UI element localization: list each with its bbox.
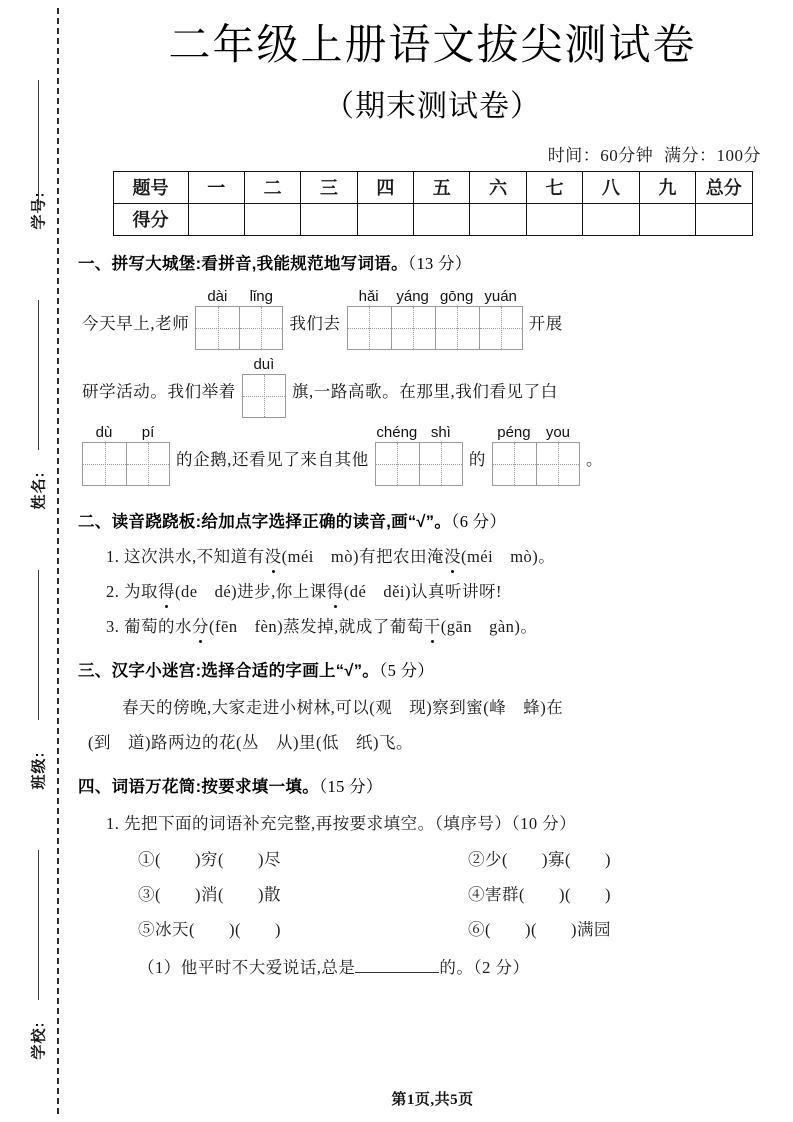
score-table-col-2: 二 <box>244 171 300 203</box>
page-title: 二年级上册语文拔尖测试卷 <box>168 23 697 69</box>
sidebar-rule-1 <box>38 80 39 205</box>
tianzige-group-dailing[interactable] <box>195 288 283 350</box>
full-marks-label: 满分：100分 <box>664 145 761 165</box>
pinyin-pi: pí <box>141 423 155 441</box>
pinyin-row-2-tail: 旗,一路高歌。在那里,我们看见了白 <box>291 381 558 401</box>
tianzige-cell[interactable] <box>419 442 463 486</box>
pinyin-du: dù <box>95 423 113 441</box>
section-3-line-2: (到 道)路两边的花(丛 从)里(低 纸)飞。 <box>88 732 413 752</box>
fill-question-suffix: 的。（2 分） <box>439 957 530 977</box>
sidebar-label-class: 班级: <box>30 751 48 790</box>
pinyin-labels-pengyou <box>492 424 580 441</box>
tianzige-cell[interactable] <box>375 442 419 486</box>
tianzige-cells-dailing[interactable] <box>195 306 283 350</box>
table-row-question-numbers <box>113 171 752 203</box>
binding-margin-sidebar <box>0 0 72 1122</box>
score-cell-1[interactable] <box>188 203 244 235</box>
tianzige-cell[interactable] <box>536 442 580 486</box>
tianzige-cell[interactable] <box>195 306 239 350</box>
tianzige-group-dui[interactable] <box>242 356 286 418</box>
section-heading-2 <box>78 508 793 532</box>
tianzige-cells-dupi[interactable] <box>82 442 170 486</box>
section-heading-4 <box>78 773 793 797</box>
tianzige-cell[interactable] <box>126 442 170 486</box>
tianzige-cell[interactable] <box>239 306 283 350</box>
score-table-col-total: 总分 <box>696 171 752 203</box>
score-table-col-6: 六 <box>470 171 526 203</box>
idiom-item-6[interactable]: ⑥( )( )满园 <box>468 919 611 939</box>
section-1-points: （13 分） <box>407 253 472 273</box>
dotted-char-gan[interactable]: 干 <box>424 613 441 637</box>
q2-3-part-a: 葡萄的水 <box>124 616 192 636</box>
page-subtitle: （期末测试卷） <box>324 89 541 123</box>
exam-paper <box>72 0 793 1122</box>
pinyin-row-1-tail: 开展 <box>528 313 563 333</box>
score-table <box>113 171 753 236</box>
q2-2-part-a: 为取 <box>124 581 158 601</box>
q2-3-part-c: (gān gàn)。 <box>440 616 538 636</box>
tianzige-group-pengyou[interactable] <box>492 424 580 486</box>
sidebar-rule-4 <box>38 850 39 1000</box>
table-row-scores <box>113 203 752 235</box>
score-cell-9[interactable] <box>639 203 695 235</box>
section-4-sub-question: 1. 先把下面的词语补充完整,再按要求填空。（填序号）（10 分） <box>106 813 577 833</box>
tianzige-cell[interactable] <box>82 442 126 486</box>
pinyin-ling: lǐng <box>249 287 273 305</box>
q2-2-number: 2. <box>106 581 120 601</box>
pinyin-peng: péng <box>497 423 531 441</box>
idiom-item-1[interactable]: ①( )穷( )尽 <box>138 849 281 869</box>
answer-blank-underline[interactable] <box>355 957 439 973</box>
score-cell-total[interactable] <box>696 203 752 235</box>
tianzige-cell[interactable] <box>391 306 435 350</box>
pinyin-row-3-mid2: 的 <box>468 449 486 469</box>
pinyin-labels-dui <box>242 356 286 373</box>
tianzige-group-haiyanggongyuan[interactable] <box>347 288 523 350</box>
fill-question-prefix: （1）他平时不大爱说话,总是 <box>138 957 356 977</box>
section-3-line-1: 春天的傍晚,大家走进小树林,可以(观 现)察到蜜(峰 蜂)在 <box>88 697 564 717</box>
pinyin-yuan: yuán <box>484 287 517 305</box>
tianzige-cell[interactable] <box>435 306 479 350</box>
pinyin-row-3-tail: 。 <box>585 449 604 469</box>
page-footer: 第1页,共5页 <box>391 1092 474 1108</box>
pinyin-hai: hǎi <box>358 287 379 305</box>
pinyin-you: you <box>545 423 571 441</box>
q2-2-part-b: (de dé)进步,你上课 <box>175 581 327 601</box>
section-heading-3 <box>78 657 793 681</box>
score-table-col-1: 一 <box>188 171 244 203</box>
pinyin-yang: yáng <box>396 287 429 305</box>
section-3-points: （5 分） <box>379 660 435 680</box>
q2-3-number: 3. <box>106 616 120 636</box>
section-1-title: 一、拼写大城堡:看拼音,我能规范地写词语。 <box>78 254 408 273</box>
tianzige-cell[interactable] <box>479 306 523 350</box>
score-cell-3[interactable] <box>301 203 357 235</box>
score-table-wrapper <box>72 171 793 236</box>
pinyin-row-2-lead: 研学活动。我们举着 <box>82 381 236 401</box>
pinyin-row-1 <box>72 288 793 350</box>
q2-2-part-c: (dé děi)认真听讲呀! <box>343 581 502 601</box>
idiom-item-2[interactable]: ②少( )寡( ) <box>468 849 611 869</box>
q2-1-part-a: 这次洪水,不知道有 <box>124 546 265 566</box>
tianzige-cells-dui[interactable] <box>242 374 286 418</box>
score-cell-6[interactable] <box>470 203 526 235</box>
pinyin-row-3-mid: 的企鹅,还看见了来自其他 <box>176 449 369 469</box>
section-2-question-2 <box>72 578 793 602</box>
score-table-col-9: 九 <box>639 171 695 203</box>
section-3-title: 三、汉字小迷宫:选择合适的字画上“√”。 <box>78 661 380 680</box>
tianzige-group-dupi[interactable] <box>82 424 170 486</box>
exam-meta <box>72 141 793 166</box>
score-cell-8[interactable] <box>583 203 639 235</box>
pinyin-dai: dài <box>207 287 228 305</box>
tianzige-group-chengshi[interactable] <box>375 424 463 486</box>
tianzige-cells-chengshi[interactable] <box>375 442 463 486</box>
score-cell-2[interactable] <box>244 203 300 235</box>
tianzige-cell[interactable] <box>242 374 286 418</box>
dotted-char-fen[interactable]: 分 <box>192 613 209 637</box>
pinyin-labels-haiyanggongyuan <box>347 288 523 305</box>
tianzige-cells-pengyou[interactable] <box>492 442 580 486</box>
score-cell-5[interactable] <box>414 203 470 235</box>
tianzige-cell[interactable] <box>347 306 391 350</box>
pinyin-labels-dupi <box>82 424 170 441</box>
section-4-points: （15 分） <box>319 776 383 796</box>
section-4-fill-question <box>72 954 793 978</box>
score-table-col-3: 三 <box>301 171 357 203</box>
sidebar-rule-3 <box>38 570 39 720</box>
pinyin-row-3 <box>72 424 793 486</box>
tianzige-cell[interactable] <box>492 442 536 486</box>
score-table-col-7: 七 <box>526 171 582 203</box>
dotted-char-mei2[interactable]: 没 <box>444 543 461 567</box>
score-cell-7[interactable] <box>526 203 582 235</box>
idiom-item-4[interactable]: ④害群( )( ) <box>468 884 611 904</box>
dotted-char-de1[interactable]: 得 <box>158 578 175 602</box>
idiom-item-3[interactable]: ③( )消( )散 <box>138 884 281 904</box>
pinyin-dui: duì <box>253 355 275 373</box>
pinyin-cheng: chéng <box>376 423 418 441</box>
section-2-points: （6 分） <box>451 511 507 531</box>
score-table-col-4: 四 <box>357 171 413 203</box>
dotted-char-de2[interactable]: 得 <box>327 578 344 602</box>
section-2-title: 二、读音跷跷板:给加点字选择正确的读音,画“√”。 <box>78 512 452 531</box>
section-2-question-1 <box>72 543 793 567</box>
idiom-fill-grid <box>72 846 793 940</box>
score-table-row-label-question: 题号 <box>113 171 188 203</box>
sidebar-label-school: 学校: <box>30 1021 48 1060</box>
sidebar-rule-2 <box>38 300 39 450</box>
q2-3-part-b: (fēn fèn)蒸发掉,就成了葡萄 <box>209 616 424 636</box>
pinyin-row-1-lead: 今天早上,老师 <box>82 313 190 333</box>
sidebar-label-name: 姓名: <box>30 471 48 510</box>
time-limit-label: 时间：60分钟 <box>547 145 654 165</box>
pinyin-labels-dailing <box>195 288 283 305</box>
dotted-char-mei1[interactable]: 没 <box>265 543 282 567</box>
section-2-question-3 <box>72 613 793 637</box>
q2-1-number: 1. <box>106 546 120 566</box>
pinyin-row-2 <box>72 356 793 418</box>
tear-dashed-line <box>57 8 59 1114</box>
pinyin-row-1-mid: 我们去 <box>289 313 341 333</box>
sidebar-label-student-number: 学号: <box>30 191 48 230</box>
pinyin-shi: shì <box>430 423 451 441</box>
q2-1-part-b: (méi mò)有把农田淹 <box>281 546 444 566</box>
score-table-col-5: 五 <box>414 171 470 203</box>
section-heading-1 <box>78 250 793 274</box>
idiom-item-5[interactable]: ⑤冰天( )( ) <box>138 919 281 939</box>
score-cell-4[interactable] <box>357 203 413 235</box>
score-table-col-8: 八 <box>583 171 639 203</box>
tianzige-cells-haiyanggongyuan[interactable] <box>347 306 523 350</box>
score-table-row-label-score: 得分 <box>113 203 188 235</box>
pinyin-gong: gōng <box>439 287 474 305</box>
pinyin-labels-chengshi <box>375 424 463 441</box>
q2-1-part-c: (méi mò)。 <box>460 546 556 566</box>
section-4-title: 四、词语万花筒:按要求填一填。 <box>78 777 319 796</box>
